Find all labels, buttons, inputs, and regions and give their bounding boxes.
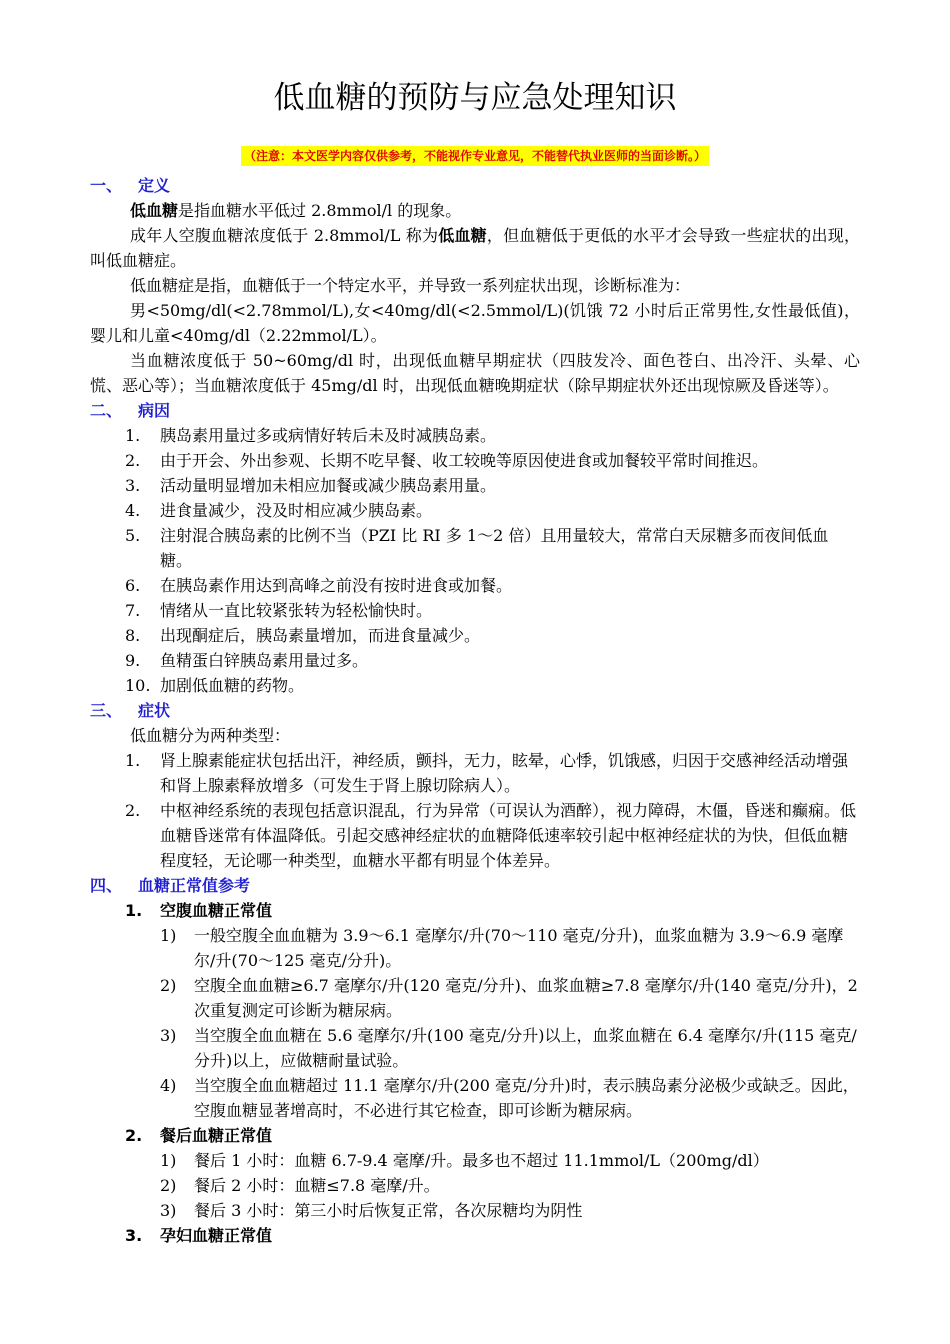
symptoms-list [90, 748, 860, 873]
list-item [90, 1073, 860, 1123]
disclaimer-notice: （注意：本文医学内容仅供参考，不能视作专业意见，不能替代执业医师的当面诊断。） [241, 146, 709, 166]
list-item [90, 498, 860, 523]
paragraph [90, 198, 860, 223]
item-text: 餐后 3 小时：第三小时后恢复正常，各次尿糖均为阴性 [194, 1201, 583, 1220]
subheading-pregnancy [90, 1223, 860, 1248]
item-number: 4) [160, 1076, 177, 1095]
section-heading-symptoms [90, 698, 860, 723]
item-number: 2) [160, 976, 177, 995]
list-item [90, 923, 860, 973]
list-item [90, 1173, 860, 1198]
subheading-number: 3. [125, 1226, 143, 1245]
item-text: 当空腹全血血糖在 5.6 毫摩尔/升(100 毫克/分升)以上，血浆血糖在 6.4 毫摩尔/升(115 毫克/分升)以上，应做糖耐量试验。 [194, 1026, 857, 1070]
list-item [90, 573, 860, 598]
paragraph-text: ，但血糖低于更低的水平才会导致一些症状的出现，叫低血糖症。 [90, 226, 860, 270]
subheading-fasting [90, 898, 860, 923]
item-text: 加剧低血糖的药物。 [160, 676, 305, 695]
item-number: 3) [160, 1026, 177, 1045]
section-title: 定义 [138, 176, 171, 195]
subheading-title: 空腹血糖正常值 [160, 901, 273, 920]
subheading-number: 2. [125, 1126, 143, 1145]
list-item [90, 1148, 860, 1173]
item-number: 5. [125, 526, 141, 545]
list-item [90, 473, 860, 498]
list-item [90, 1198, 860, 1223]
item-number: 10. [125, 676, 151, 695]
list-item [90, 798, 860, 873]
list-item [90, 623, 860, 648]
item-number: 2. [125, 801, 141, 820]
fasting-values-list [90, 923, 860, 1123]
list-item [90, 598, 860, 623]
item-text: 在胰岛素作用达到高峰之前没有按时进食或加餐。 [160, 576, 513, 595]
item-text: 当空腹全血血糖超过 11.1 毫摩尔/升(200 毫克/分升)时，表示胰岛素分泌极少或缺乏。因此，空腹血糖显著增高时，不必进行其它检查，即可诊断为糖尿病。 [194, 1076, 859, 1120]
list-item [90, 523, 860, 573]
bold-term: 低血糖 [130, 201, 179, 220]
paragraph: 当血糖浓度低于 50~60mg/dl 时，出现低血糖早期症状（四肢发冷、面色苍白、出冷汗、头晕、心慌、恶心等）；当血糖浓度低于 45mg/dl 时，出现低血糖晚期症状（除早期症状外还出现惊厥及昏迷等）。 [90, 351, 860, 395]
subheading-postprandial [90, 1123, 860, 1148]
item-text: 进食量减少，没及时相应减少胰岛素。 [160, 501, 433, 520]
paragraph: 低血糖分为两种类型： [130, 726, 291, 745]
item-number: 2. [125, 451, 141, 470]
item-text: 餐后 1 小时：血糖 6.7-9.4 毫摩/升。最多也不超过 11.1mmol/L（200mg/dl） [194, 1151, 769, 1170]
causes-list [90, 423, 860, 698]
paragraph-text: 成年人空腹血糖浓度低于 2.8mmol/L 称为 [130, 226, 439, 245]
bold-term: 低血糖 [438, 226, 487, 245]
item-text: 餐后 2 小时：血糖≤7.8 毫摩/升。 [194, 1176, 440, 1195]
item-text: 活动量明显增加未相应加餐或减少胰岛素用量。 [160, 476, 497, 495]
item-number: 9. [125, 651, 141, 670]
list-item [90, 1023, 860, 1073]
paragraph-text: 是指血糖水平低过 2.8mmol/l 的现象。 [178, 201, 462, 220]
section-number: 二、 [90, 401, 123, 420]
item-text: 中枢神经系统的表现包括意识混乱，行为异常（可误认为酒醉），视力障碍，木僵，昏迷和癫痫。低血糖昏迷常有体温降低。引起交感神经症状的血糖降低速率较引起中枢神经症状的为快，但低血糖程度轻，无论哪一种类型，血糖水平都有明显个体差异。 [160, 801, 857, 870]
item-text: 出现酮症后，胰岛素量增加，而进食量减少。 [160, 626, 481, 645]
section-number: 四、 [90, 876, 123, 895]
item-number: 1) [160, 1151, 177, 1170]
list-item [90, 973, 860, 1023]
item-text: 情绪从一直比较紧张转为轻松愉快时。 [160, 601, 433, 620]
subheading-number: 1. [125, 901, 143, 920]
item-text: 一般空腹全血血糖为 3.9～6.1 毫摩尔/升(70～110 毫克/分升)，血浆血糖为 3.9～6.9 毫摩尔/升(70～125 毫克/分升)。 [194, 926, 844, 970]
item-number: 7. [125, 601, 141, 620]
item-number: 3) [160, 1201, 177, 1220]
list-item [90, 448, 860, 473]
section-number: 三、 [90, 701, 123, 720]
item-number: 8. [125, 626, 141, 645]
item-text: 由于开会、外出参观、长期不吃早餐、收工较晚等原因使进食或加餐较平常时间推迟。 [160, 451, 769, 470]
section-heading-normal-values [90, 873, 860, 898]
item-number: 1) [160, 926, 177, 945]
document-body [90, 173, 860, 1248]
postprandial-values-list [90, 1148, 860, 1223]
item-number: 1. [125, 751, 141, 770]
item-text: 空腹全血血糖≥6.7 毫摩尔/升(120 毫克/分升)、血浆血糖≥7.8 毫摩尔/升(140 毫克/分升)，2 次重复测定可诊断为糖尿病。 [194, 976, 858, 1020]
section-heading-definition [90, 173, 860, 198]
subheading-title: 孕妇血糖正常值 [160, 1226, 273, 1245]
item-number: 6. [125, 576, 141, 595]
paragraph: 男<50mg/dl(<2.78mmol/L),女<40mg/dl(<2.5mmol/L)(饥饿 72 小时后正常男性,女性最低值)，婴儿和儿童<40mg/dl（2.22mmol/L）。 [90, 301, 860, 345]
paragraph [90, 223, 860, 273]
section-title: 血糖正常值参考 [138, 876, 251, 895]
list-item [90, 673, 860, 698]
page-title: 低血糖的预防与应急处理知识 [273, 80, 677, 116]
list-item [90, 748, 860, 798]
paragraph: 低血糖症是指，血糖低于一个特定水平，并导致一系列症状出现，诊断标准为： [130, 276, 691, 295]
item-number: 1. [125, 426, 141, 445]
item-number: 3. [125, 476, 141, 495]
notice-wrap [0, 145, 950, 166]
list-item [90, 648, 860, 673]
section-number: 一、 [90, 176, 123, 195]
item-text: 鱼精蛋白锌胰岛素用量过多。 [160, 651, 369, 670]
subheading-title: 餐后血糖正常值 [160, 1126, 273, 1145]
item-text: 注射混合胰岛素的比例不当（PZI 比 RI 多 1～2 倍）且用量较大，常常白天尿糖多而夜间低血糖。 [160, 526, 829, 570]
section-heading-causes [90, 398, 860, 423]
item-text: 胰岛素用量过多或病情好转后未及时减胰岛素。 [160, 426, 497, 445]
list-item [90, 423, 860, 448]
section-title: 病因 [138, 401, 171, 420]
item-number: 4. [125, 501, 141, 520]
section-title: 症状 [138, 701, 171, 720]
item-text: 肾上腺素能症状包括出汗，神经质，颤抖，无力，眩晕，心悸，饥饿感，归因于交感神经活动增强和肾上腺素释放增多（可发生于肾上腺切除病人）。 [160, 751, 849, 795]
item-number: 2) [160, 1176, 177, 1195]
